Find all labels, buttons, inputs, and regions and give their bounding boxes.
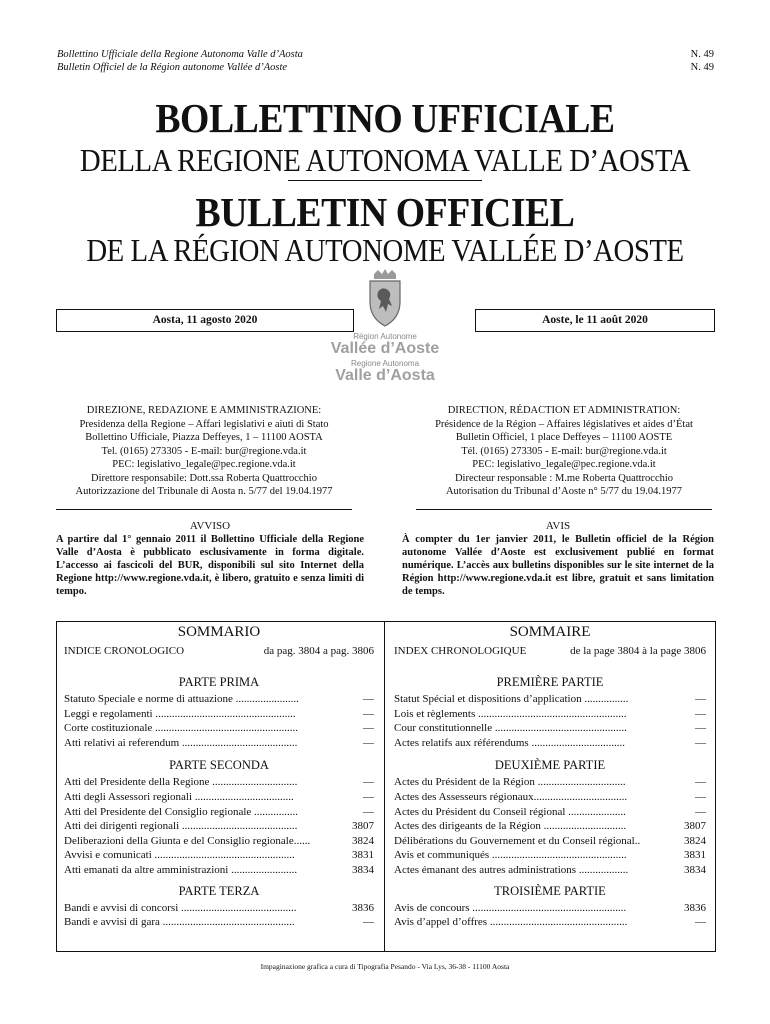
admin-fr-line: Autorisation du Tribunal d’Aoste n° 5/77 du 19.04.1977 [445, 486, 683, 497]
title-it-sub: DELLA REGIONE AUTONOMA VALLE D’AOSTA [79, 142, 691, 178]
admin-fr-line: DIRECTION, RÉDACTION ET ADMINISTRATION: [447, 405, 681, 416]
toc-page: — [363, 722, 374, 735]
toc-page: 3824 [352, 834, 374, 847]
toc-row[interactable] [64, 915, 374, 930]
admin-fr-line: PEC: legislativo_legale@pec.regione.vda.it [472, 459, 656, 470]
toc-row[interactable] [64, 834, 374, 849]
toc-row[interactable] [394, 848, 706, 863]
part-heading: PARTE SECONDA [169, 758, 269, 773]
toc-page: — [363, 736, 374, 749]
toc-label: Actes émanant des autres administrations .................. [394, 863, 629, 876]
toc-row[interactable] [64, 805, 374, 820]
toc-page: — [363, 707, 374, 720]
toc-page: 3807 [352, 820, 374, 833]
toc-label: Actes relatifs aux référendums .................................. [394, 736, 625, 749]
toc-row[interactable] [64, 863, 374, 878]
toc-row[interactable] [394, 863, 706, 878]
index-fr [394, 645, 706, 657]
toc-page: 3831 [352, 849, 374, 862]
title-divider [288, 180, 482, 181]
index-it [64, 645, 374, 657]
part-rows [394, 901, 706, 930]
part-rows [64, 692, 374, 750]
logo-line-4: Valle d’Aosta [335, 367, 435, 384]
admin-fr-line: Présidence de la Région – Affaires législatives et aides d’État [435, 418, 693, 430]
toc-label: Bandi e avvisi di gara ................................................ [64, 916, 295, 929]
divider-fr [416, 509, 712, 510]
toc-page: — [695, 707, 706, 720]
notice-it-heading: AVVISO [189, 520, 231, 532]
toc-page: — [363, 805, 374, 818]
toc-page: — [363, 693, 374, 705]
toc-page: 3836 [684, 901, 706, 914]
issue-number-fr: N. 49 [690, 62, 714, 73]
toc-label: Actes du Président du Conseil régional ..................... [394, 805, 626, 818]
toc-row[interactable] [64, 901, 374, 916]
admin-fr-line: Directeur responsable : M.me Roberta Quattrocchio [454, 472, 674, 484]
toc-label: Avis d’appel d’offres .................................................. [394, 916, 628, 929]
admin-it-line: Bollettino Ufficiale, Piazza Deffeyes, 1 – 11100 AOSTA [85, 432, 323, 443]
header-line-it: Bollettino Ufficiale della Regione Autonoma Valle d’Aosta [57, 49, 303, 60]
part-heading: DEUXIÈME PARTIE [494, 758, 606, 773]
toc-label: Actes du Président de la Région ................................ [394, 776, 626, 789]
toc-label: Avis de concours ........................................................ [394, 901, 627, 914]
toc-label: Atti del Presidente della Regione ............................... [64, 776, 298, 789]
toc-label: Cour constitutionnelle ................................................ [394, 722, 627, 735]
admin-it-line: DIREZIONE, REDAZIONE E AMMINISTRAZIONE: [86, 405, 322, 416]
header-line-fr: Bulletin Officiel de la Région autonome Vallée d’Aoste [57, 62, 288, 73]
toc-page: 3807 [684, 820, 706, 833]
toc-row[interactable] [394, 834, 706, 849]
toc-page: — [695, 916, 706, 929]
toc-row[interactable] [394, 775, 706, 790]
admin-fr-line: Tél. (0165) 273305 - E-mail: bur@regione.vda.it [461, 445, 667, 457]
toc-page: 3824 [684, 834, 706, 847]
toc-label: Statuto Speciale e norme di attuazione ....................... [64, 693, 299, 705]
toc-label: Atti del Presidente del Consiglio regionale ................ [64, 805, 299, 818]
index-it-pages: da pag. 3804 a pag. 3806 [263, 645, 374, 657]
region-emblem [348, 268, 422, 335]
toc-label: Lois et règlements ...................................................... [394, 707, 627, 720]
summary-column-divider [384, 621, 385, 952]
region-logo [310, 332, 460, 384]
part-heading: PARTE PRIMA [178, 675, 260, 689]
part-heading: TROISIÈME PARTIE [494, 883, 606, 898]
summary-fr [394, 624, 706, 930]
date-box-it: Aosta, 11 agosto 2020 [56, 309, 354, 332]
toc-label: Deliberazioni della Giunta e del Consiglio regionale...... [64, 834, 311, 847]
toc-page: — [695, 790, 706, 803]
admin-it-line: Autorizzazione del Tribunale di Aosta n. 5/77 del 19.04.1977 [75, 486, 333, 497]
toc-row[interactable] [394, 805, 706, 820]
toc-label: Actes des Assesseurs régionaux.................................. [394, 790, 628, 803]
toc-row[interactable] [394, 736, 706, 751]
toc-label: Bandi e avvisi di concorsi .......................................... [64, 901, 297, 914]
toc-row[interactable] [64, 736, 374, 751]
toc-row[interactable] [394, 790, 706, 805]
part-rows [64, 775, 374, 877]
index-fr-label: INDEX CHRONOLOGIQUE [394, 645, 527, 657]
toc-page: 3836 [352, 901, 374, 914]
part-heading: PARTE TERZA [178, 883, 260, 898]
title-fr-sub: DE LA RÉGION AUTONOME VALLÉE D’AOSTE [86, 232, 684, 268]
toc-row[interactable] [394, 901, 706, 916]
toc-label: Atti emanati da altre amministrazioni ........................ [64, 863, 298, 876]
toc-label: Statut Spécial et dispositions d’application ................ [394, 693, 629, 705]
date-box-fr: Aoste, le 11 août 2020 [475, 309, 715, 332]
admin-it-line: PEC: legislativo_legale@pec.regione.vda.it [112, 459, 296, 470]
divider-it [56, 509, 352, 510]
part-rows [394, 692, 706, 750]
toc-label: Atti dei dirigenti regionali .......................................... [64, 820, 298, 833]
printer-footer: Impaginazione grafica a cura di Tipografia Pesando - Via Lys, 36-38 - 11100 Aosta [260, 962, 510, 971]
toc-label: Atti relativi ai referendum .......................................... [64, 736, 298, 749]
summary-it [64, 624, 374, 930]
toc-page: — [363, 790, 374, 803]
index-it-label: INDICE CRONOLOGICO [64, 645, 185, 657]
toc-row[interactable] [64, 790, 374, 805]
coat-of-arms-icon [348, 268, 422, 330]
notice-it-text: A partire dal 1° gennaio 2011 il Bollettino Ufficiale della Regione Valle d’Aosta è pubblicato esclusivamente in forma digitale. L’accesso ai fascicoli del BUR, disponibili sul sito Internet della Regione http://www.regione.vda.it, è libero, gratuito e senza limiti di tempo. [56, 534, 364, 597]
part-rows [394, 775, 706, 877]
toc-row[interactable] [394, 819, 706, 834]
toc-row[interactable] [394, 721, 706, 736]
toc-row[interactable] [64, 707, 374, 722]
toc-row[interactable] [394, 707, 706, 722]
toc-page: — [363, 776, 374, 789]
logo-line-3: Regione Autonoma [350, 359, 420, 368]
title-fr-main: BULLETIN OFFICIEL [195, 189, 575, 235]
toc-label: Avvisi e comunicati ................................................... [64, 849, 295, 862]
toc-label: Actes des dirigeants de la Région .............................. [394, 820, 627, 833]
logo-line-1: Région Autonome [353, 332, 417, 341]
toc-label: Corte costituzionale .................................................... [64, 722, 299, 735]
toc-page: — [695, 693, 706, 705]
title-it-main: BOLLETTINO UFFICIALE [155, 95, 615, 141]
admin-it-line: Direttore responsabile: Dott.ssa Roberta Quattrocchio [91, 472, 317, 484]
summary-fr-heading: SOMMAIRE [509, 624, 591, 640]
administration-it [56, 404, 352, 499]
admin-it-line: Tel. (0165) 273305 - E-mail: bur@regione.vda.it [101, 445, 307, 457]
toc-label: Délibérations du Gouvernement et du Conseil régional.. [394, 834, 641, 847]
admin-it-line: Presidenza della Regione – Affari legislativi e aiuti di Stato [79, 418, 329, 430]
part-rows [64, 901, 374, 930]
logo-line-2: Vallée d’Aoste [330, 340, 440, 357]
toc-page: — [363, 916, 374, 929]
toc-page: — [695, 776, 706, 789]
admin-fr-line: Bulletin Officiel, 1 place Deffeyes – 11100 AOSTE [455, 432, 673, 443]
toc-page: 3834 [352, 863, 374, 876]
toc-row[interactable] [64, 819, 374, 834]
notice-fr-text: À compter du 1er janvier 2011, le Bulletin officiel de la Région autonome Vallée d’Aoste est exclusivement publié en format numérique. L’accès aux bulletins disponibles sur le site internet de la Région http://www.regione.vda.it est libre, gratuit et sans limitation de temps. [402, 534, 714, 597]
administration-fr [414, 404, 714, 499]
part-heading: PREMIÈRE PARTIE [496, 675, 604, 689]
running-header-left [57, 48, 303, 74]
issue-number-it: N. 49 [690, 49, 714, 60]
notice-fr-heading: AVIS [545, 520, 571, 532]
index-fr-pages: de la page 3804 à la page 3806 [570, 645, 706, 657]
toc-row[interactable] [64, 692, 374, 707]
issue-number [691, 48, 714, 74]
toc-page: 3831 [684, 849, 706, 862]
toc-row[interactable] [64, 848, 374, 863]
toc-label: Leggi e regolamenti ................................................... [64, 707, 296, 720]
toc-row[interactable] [394, 915, 706, 930]
toc-label: Avis et communiqués ................................................. [394, 849, 627, 862]
toc-page: — [695, 736, 706, 749]
toc-label: Atti degli Assessori regionali .................................... [64, 790, 294, 803]
toc-row[interactable] [64, 721, 374, 736]
toc-page: 3834 [684, 863, 706, 876]
toc-page: — [695, 722, 706, 735]
toc-row[interactable] [64, 775, 374, 790]
toc-page: — [695, 805, 706, 818]
summary-it-heading: SOMMARIO [177, 624, 261, 640]
toc-row[interactable] [394, 692, 706, 707]
